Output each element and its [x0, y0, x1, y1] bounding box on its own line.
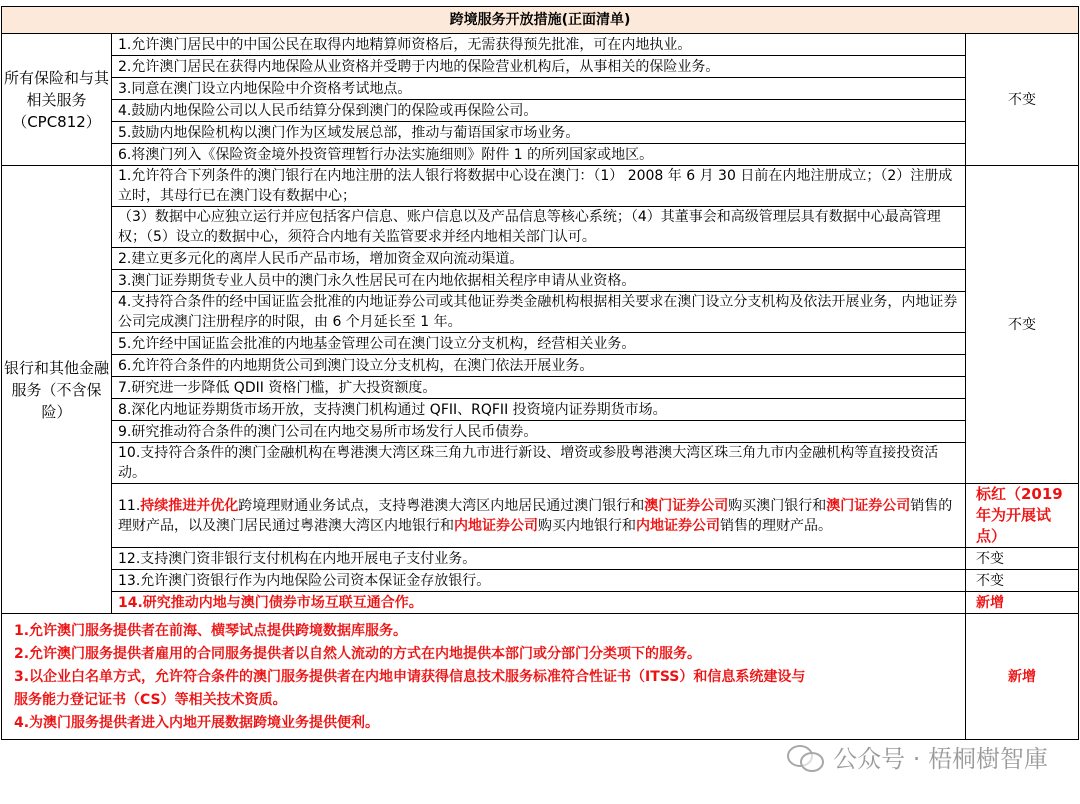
status-item12: 不变 [966, 548, 1079, 570]
insurance-item: 3.同意在澳门设立内地保险中介资格考试地点。 [112, 78, 966, 100]
new-measure-item: 1.允许澳门服务提供者在前海、横琴试点提供跨境数据库服务。 [14, 623, 408, 639]
status-item13: 不变 [966, 570, 1079, 592]
insurance-item: 6.将澳门列入《保险资金境外投资管理暂行办法实施细则》附件 1 的所列国家或地区。 [112, 144, 966, 166]
item11-highlight: 澳门证券公司 [826, 497, 911, 514]
banking-item: 5.允许经中国证监会批准的内地基金管理公司在澳门设立分支机构，经营相关业务。 [112, 333, 966, 355]
item11-highlight: 澳门证券公司 [644, 497, 729, 514]
item11-part: 购买澳门银行和 [728, 497, 827, 514]
insurance-item: 2.允许澳门居民在获得内地保险从业资格并受聘于内地的保险营业机构后，从事相关的保险业务。 [112, 56, 966, 78]
banking-item: 3.澳门证券期货专业人员中的澳门永久性居民可在内地依据相关程序申请从业资格。 [112, 270, 966, 292]
category-insurance: 所有保险和与其相关服务（CPC812） [2, 34, 112, 166]
banking-item: 1.允许符合下列条件的澳门银行在内地注册的法人银行将数据中心设在澳门：（1） 2008 年 6 月 30 日前在内地注册成立；（2）注册成立时，其母行已在澳门设有数据中心； [112, 166, 966, 207]
banking-item: 7.研究进一步降低 QDII 资格门槛，扩大投资额度。 [112, 377, 966, 399]
banking-item-12: 12.支持澳门资非银行支付机构在内地开展电子支付业务。 [112, 548, 966, 570]
insurance-item: 1.允许澳门居民中的中国公民在取得内地精算师资格后，无需获得预先批准，可在内地执业。 [112, 34, 966, 56]
status-new-measures: 新增 [966, 614, 1079, 740]
item11-part: 销售的理财产品，以及澳门居民通过粤港澳大湾区内地银行和 [118, 497, 953, 534]
banking-item: 8.深化内地证券期货市场开放，支持澳门机构通过 QFII、RQFII 投资境内证券期货市场。 [112, 399, 966, 421]
item11-part: 跨境理财通业务试点，支持粤港澳大湾区内地居民通过澳门银行和 [238, 497, 645, 514]
category-banking: 银行和其他金融服务（不含保险） [2, 166, 112, 614]
item11-highlight: 内地证券公司 [454, 517, 538, 534]
banking-item-11 [112, 484, 966, 548]
status-banking-group: 不变 [966, 166, 1079, 484]
watermark-text: 公众号 · 梧桐樹智庫 [833, 745, 1048, 773]
banking-item: 9.研究推动符合条件的澳门公司在内地交易所市场发行人民币债券。 [112, 421, 966, 443]
banking-item: 6.允许符合条件的内地期货公司到澳门设立分支机构，在澳门依法开展业务。 [112, 355, 966, 377]
status-item11: 标红（2019 年为开展试点） [966, 484, 1079, 548]
new-measure-item: 4.为澳门服务提供者进入内地开展数据跨境业务提供便利。 [14, 715, 380, 731]
insurance-item: 4.鼓励内地保险公司以人民币结算分保到澳门的保险或再保险公司。 [112, 100, 966, 122]
new-measure-item: 2.允许澳门服务提供者雇用的合同服务提供者以自然人流动的方式在内地提供本部门或分部门分类项下的服务。 [14, 646, 702, 662]
banking-item: 10.支持符合条件的澳门金融机构在粤港澳大湾区珠三角九市进行新设、增资或参股粤港澳大湾区珠三角九市内金融机构等直接投资活动。 [112, 443, 966, 484]
new-measure-item: 3.以企业白名单方式，允许符合条件的澳门服务提供者在内地申请获得信息技术服务标准符合性证书（ITSS）和信息系统建设与 [14, 669, 806, 685]
item11-part: 11. [118, 497, 141, 514]
watermark [787, 739, 1048, 774]
measures-table [1, 6, 1079, 740]
wechat-icon [787, 743, 825, 771]
insurance-item: 5.鼓励内地保险机构以澳门作为区域发展总部，推动与葡语国家市场业务。 [112, 122, 966, 144]
banking-item: 2.建立更多元化的离岸人民币产品市场，增加资金双向流动渠道。 [112, 248, 966, 270]
status-item14: 新增 [966, 592, 1079, 614]
item11-part: 销售的理财产品。 [720, 517, 832, 534]
item11-highlight: 持续推进并优化 [140, 497, 239, 514]
new-measures-list [2, 614, 966, 740]
banking-item: 4.支持符合条件的经中国证监会批准的内地证券公司或其他证券类金融机构根据相关要求在澳门设立分支机构及依法开展业务，内地证券公司完成澳门注册程序的时限，由 6 个月延长至 1 年。 [112, 292, 966, 333]
table-title: 跨境服务开放措施(正面清单) [2, 7, 1079, 34]
item11-part: 购买内地银行和 [538, 517, 636, 534]
banking-item: （3）数据中心应独立运行并应包括客户信息、账户信息以及产品信息等核心系统；（4）其董事会和高级管理层具有数据中心最高管理权；（5）设立的数据中心，须符合内地有关监管要求并经内地相关部门认可。 [112, 207, 966, 248]
new-measure-item: 服务能力登记证书（CS）等相关技术资质。 [14, 692, 287, 708]
banking-item-14: 14.研究推动内地与澳门债券市场互联互通合作。 [112, 592, 966, 614]
banking-item-13: 13.允许澳门资银行作为内地保险公司资本保证金存放银行。 [112, 570, 966, 592]
item11-highlight: 内地证券公司 [636, 517, 720, 534]
status-insurance: 不变 [966, 34, 1079, 166]
